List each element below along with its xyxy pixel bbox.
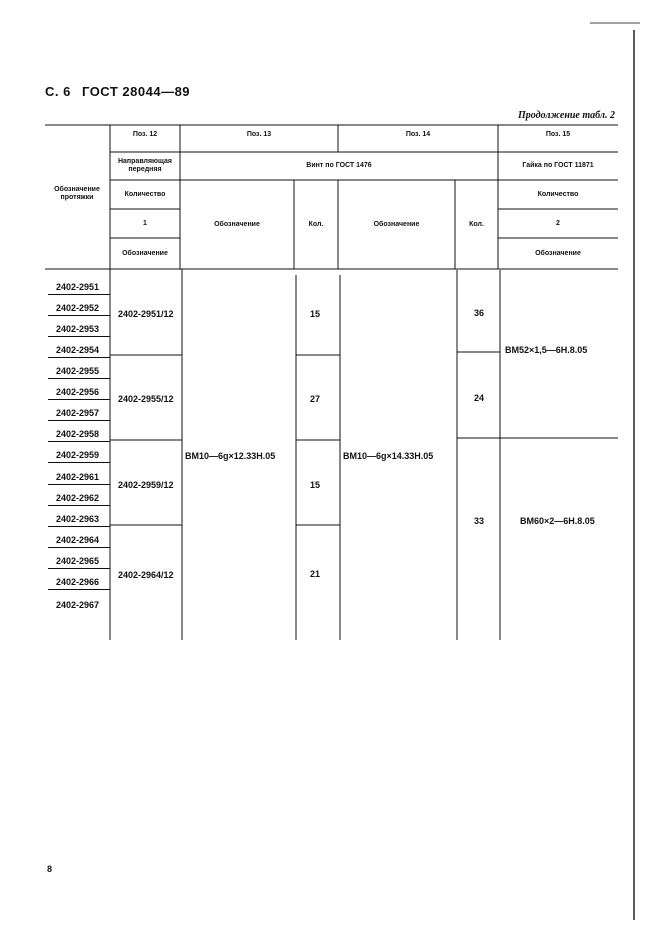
broach-code: 2402-2952 [56, 303, 100, 313]
screw13-qty: 27 [310, 394, 321, 404]
broach-code: 2402-2957 [56, 408, 100, 418]
header-designation15: Обозначение [535, 250, 581, 257]
broach-code: 2402-2965 [56, 556, 100, 566]
header-qty15-value: 2 [556, 220, 560, 227]
column-header-pos13: Поз. 13 [246, 131, 272, 138]
broach-code: 2402-2963 [56, 514, 100, 524]
page-mark: 8 [47, 864, 53, 874]
header-designation12: Обозначение [122, 250, 168, 257]
page-number: С. 6 [45, 84, 71, 99]
broach-code: 2402-2958 [56, 429, 100, 439]
screw14-qty: 24 [474, 393, 485, 403]
screw13-qty: 15 [310, 309, 321, 319]
header-qty12-value: 1 [143, 220, 147, 227]
screw13-designation: ВМ10—6g×12.33Н.05 [185, 451, 276, 461]
column-header-pos12: Поз. 12 [132, 131, 158, 138]
broach-code: 2402-2961 [56, 472, 100, 482]
broach-code: 2402-2966 [56, 577, 100, 587]
guide-designation: 2402-2951/12 [118, 309, 174, 319]
broach-code: 2402-2959 [56, 450, 100, 460]
header-qty14: Кол. [469, 221, 484, 228]
header-designation13: Обозначение [214, 221, 260, 228]
broach-code: 2402-2953 [56, 324, 100, 334]
broach-code: 2402-2951 [56, 282, 100, 292]
header-qty13: Кол. [308, 221, 324, 228]
column-header-pos14: Поз. 14 [405, 131, 431, 138]
header-guide: Направляющая передняя [117, 158, 173, 173]
screw14-designation: ВМ10—6g×14.33Н.05 [343, 451, 434, 461]
column-header-pos15: Поз. 15 [545, 131, 571, 138]
nut15-designation: ВМ60×2—6Н.8.05 [520, 516, 595, 526]
header-screw: Винт по ГОСТ 1476 [306, 162, 372, 169]
header-qty12: Количество [124, 191, 166, 198]
screw14-qty: 36 [474, 308, 485, 318]
broach-code: 2402-2955 [56, 366, 100, 376]
guide-designation: 2402-2959/12 [118, 480, 174, 490]
header-nut: Гайка по ГОСТ 11871 [522, 162, 594, 169]
broach-code: 2402-2964 [56, 535, 100, 545]
screw13-qty: 15 [310, 480, 321, 490]
header-designation14: Обозначение [373, 221, 420, 228]
standard-number: ГОСТ 28044—89 [82, 84, 191, 99]
table-continuation: Продолжение табл. 2 [518, 110, 616, 121]
broach-code: 2402-2956 [56, 387, 100, 397]
column-header-broach: Обозначение протяжки [54, 186, 100, 201]
broach-code: 2402-2954 [56, 345, 100, 355]
guide-designation: 2402-2955/12 [118, 394, 174, 404]
guide-designation: 2402-2964/12 [118, 570, 174, 580]
screw13-qty: 21 [310, 569, 321, 579]
broach-code: 2402-2962 [56, 493, 100, 503]
nut15-designation: ВМ52×1,5—6Н.8.05 [505, 345, 588, 355]
broach-code: 2402-2967 [56, 600, 100, 610]
screw14-qty: 33 [474, 516, 485, 526]
header-qty15: Количество [537, 191, 579, 198]
